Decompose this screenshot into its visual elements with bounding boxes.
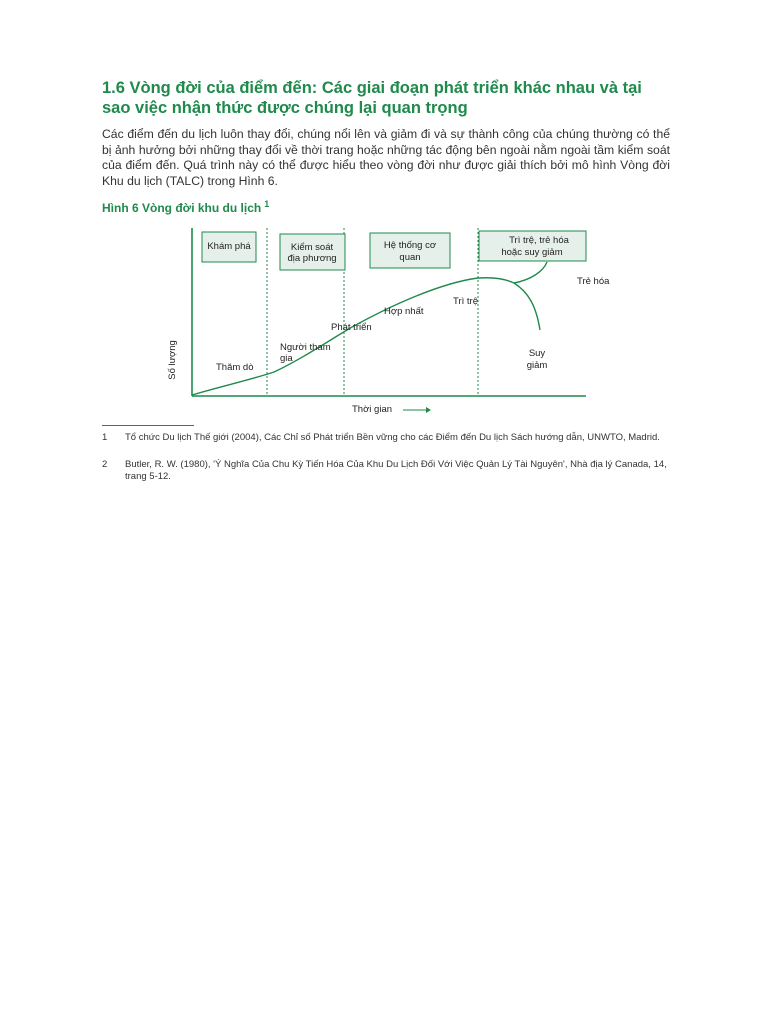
box-tri-tre-label-2: hoặc suy giảm [501, 247, 563, 258]
x-axis-label: Thời gian [351, 404, 393, 415]
stage-nguoi-tham-gia-2: gia [280, 353, 293, 364]
stage-nguoi-tham-gia-1: Người tham [280, 342, 331, 353]
stage-tri-tre: Trì trệ [453, 296, 478, 307]
stage-tham-do: Thăm dò [216, 362, 254, 373]
time-arrow-head [426, 407, 431, 413]
y-axis-label: Số lượng [167, 340, 178, 380]
stage-phat-trien: Phát triển [331, 322, 372, 333]
box-he-thong-label-2: quan [399, 252, 421, 263]
footnote-1-number: 1 [102, 432, 108, 443]
figure-caption-ref: 1 [264, 199, 270, 209]
section-heading: 1.6 Vòng đời của điểm đến: Các giai đoạn phát triển khác nhau và tại sao việc nhận thức được chúng lại quan trọng [102, 79, 642, 117]
footnote-rule [102, 425, 194, 426]
figure-caption-text: Hình 6 Vòng đời khu du lịch [102, 201, 262, 215]
box-kiem-soat-label-1: Kiểm soát [290, 242, 334, 253]
footnote-1-text: Tổ chức Du lịch Thế giới (2004), Các Chỉ số Phát triển Bền vững cho các Điểm đến Du lịch Sách hướng dẫn, UNWTO, Madrid. [125, 432, 660, 443]
box-kiem-soat-label-2: địa phương [287, 253, 337, 264]
stage-hop-nhat: Hợp nhất [384, 306, 424, 317]
intro-paragraph: Các điểm đến du lịch luôn thay đổi, chúng nổi lên và giảm đi và sự thành công của chúng thường có thể bị ảnh hưởng bởi những thay đổi về thời trang hoặc những tác động bên ngoài nằm ngoài tầm kiểm soát của điểm đến. Quá trình này có thể được hiểu theo vòng đời như được giải thích bởi mô hình Vòng đời Khu du lịch (TALC) trong Hình 6. [102, 127, 670, 188]
stage-tre-hoa: Trẻ hóa [577, 276, 610, 287]
decline-branch [514, 283, 540, 330]
box-kham-pha-label: Khám phá [207, 241, 251, 252]
footnote-2-number: 2 [102, 459, 108, 470]
stage-suy-giam-1: Suy [528, 348, 546, 359]
footnote-2-text: Butler, R. W. (1980), 'Ý Nghĩa Của Chu Kỳ Tiến Hóa Của Khu Du Lịch Đối Với Việc Quản Lý Tài Nguyên', Nhà địa lý Canada, 14, trang 5-12. [125, 459, 667, 482]
box-tri-tre-label-1: Trì trệ, trẻ hóa [509, 235, 569, 246]
box-he-thong-label-1: Hệ thống cơ [383, 240, 437, 251]
rejuvenation-branch [514, 262, 547, 283]
stage-suy-giam-2: giảm [526, 360, 548, 371]
